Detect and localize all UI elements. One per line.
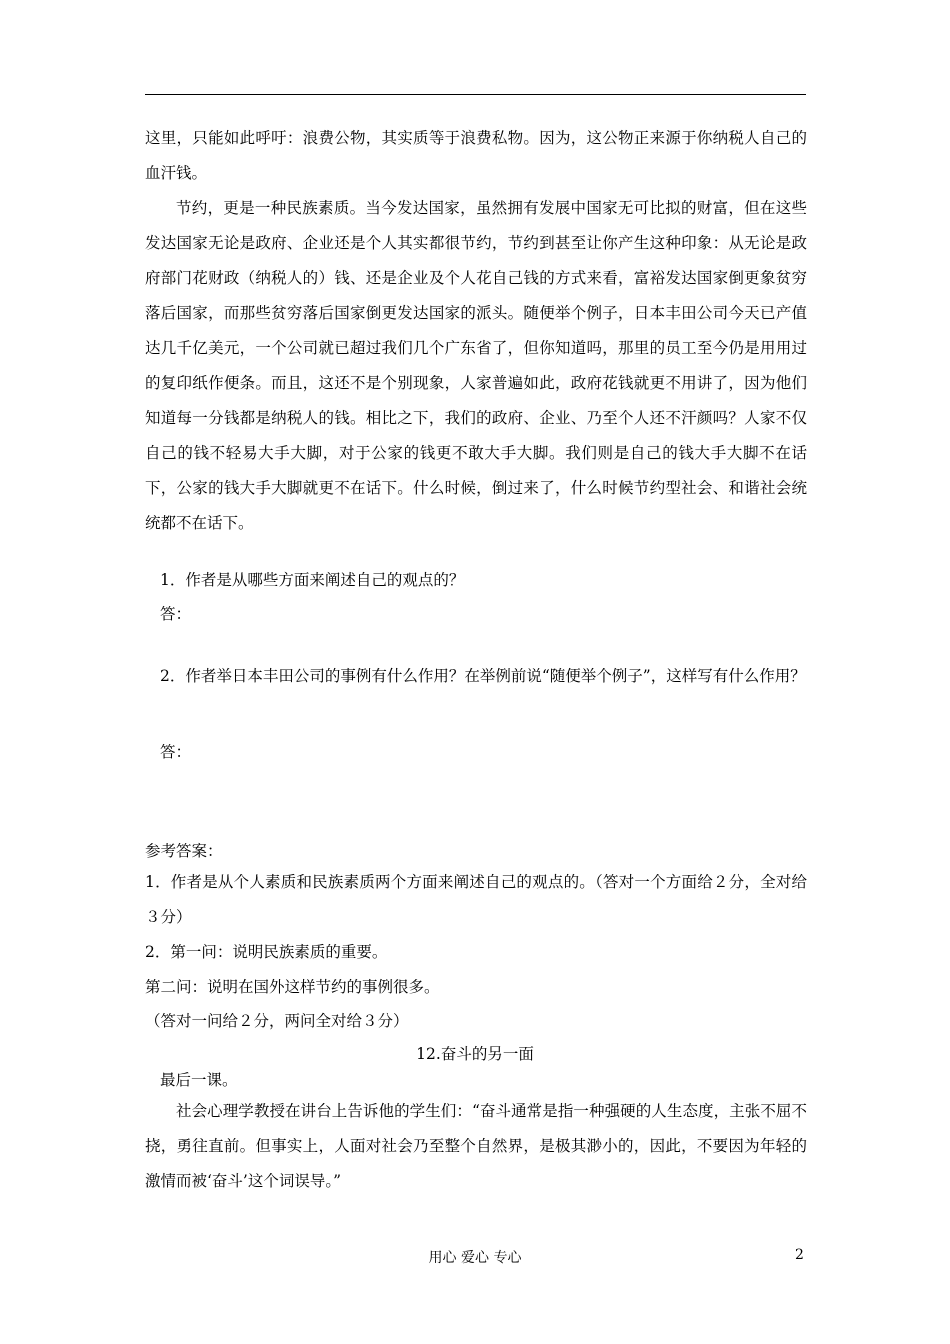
answer-1-label: 答：	[160, 605, 192, 623]
reference-answer-2b: 第二问：说明在国外这样节约的事例很多。	[145, 978, 440, 996]
reference-scoring-note: （答对一问给２分，两问全对给３分）	[145, 1012, 409, 1030]
paragraph-frugality: 节约，更是一种民族素质。当今发达国家，虽然拥有发展中国家无可比拟的财富，但在这些发达国家无论是政府、企业还是个人其实都很节约，节约到甚至让你产生这种印象：从无论是政府部门花财政（纳税人的）钱、还是企业及个人花自己钱的方式来看，富裕发达国家倒更象贫穷落后国家，而那些贫穷落后国家倒更发达国家的派头。随便举个例子，日本丰田公司今天已产值达几千亿美元，一个公司就已超过我们几个广东省了，但你知道吗，那里的员工至今仍是用用过的复印纸作便条。而且，这还不是个别现象，人家普遍如此，政府花钱就更不用讲了，因为他们知道每一分钱都是纳税人的钱。相比之下，我们的政府、企业、乃至个人还不汗颜吗？人家不仅自己的钱不轻易大手大脚，对于公家的钱更不敢大手大脚。我们则是自己的钱大手大脚不在话下，公家的钱大手大脚就更不在话下。什么时候，倒过来了，什么时候节约型社会、和谐社会统统都不在话下。	[145, 199, 807, 532]
story-opening: 最后一课。	[160, 1071, 238, 1089]
paragraph-waste: 这里，只能如此呼吁：浪费公物，其实质等于浪费私物。因为，这公物正来源于你纳税人自己的血汗钱。	[145, 129, 807, 182]
page-footer: 用心 爱心 专心	[428, 1250, 522, 1266]
question-1: 1．作者是从哪些方面来阐述自己的观点的？	[160, 571, 465, 589]
answer-2-label: 答：	[160, 743, 192, 761]
reference-answer-1: 1．作者是从个人素质和民族素质两个方面来阐述自己的观点的。（答对一个方面给２分，全对给３分）	[145, 873, 807, 926]
section-title: 12.奋斗的另一面	[416, 1045, 534, 1063]
page-number: 2	[795, 1247, 804, 1263]
question-2: 2．作者举日本丰田公司的事例有什么作用？在举例前说“随便举个例子”，这样写有什么作用？	[160, 667, 806, 685]
story-paragraph: 社会心理学教授在讲台上告诉他的学生们：“奋斗通常是指一种强硬的人生态度，主张不屈不挠，勇往直前。但事实上，人面对社会乃至整个自然界，是极其渺小的，因此，不要因为年轻的激情而被‘奋斗’这个词误导。”	[145, 1102, 807, 1190]
reference-answers-title: 参考答案：	[145, 842, 223, 860]
header-rule	[145, 94, 806, 95]
reference-answer-2: 2．第一问：说明民族素质的重要。	[145, 943, 388, 961]
